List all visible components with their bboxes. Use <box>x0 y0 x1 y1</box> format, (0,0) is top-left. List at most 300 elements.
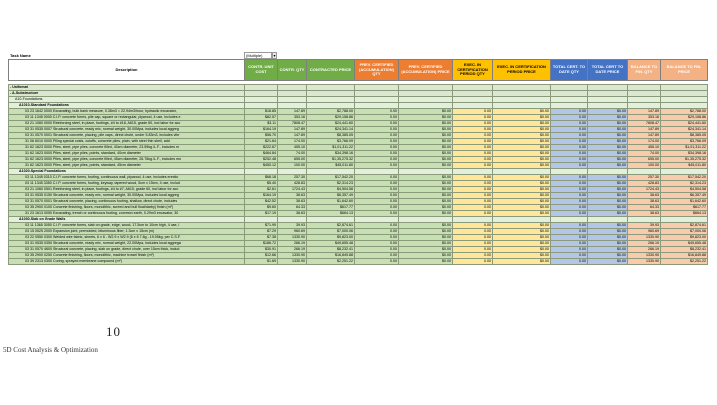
cell-pp: $0.00 <box>399 235 453 241</box>
header-contr-unit-cost: CONTR. UNIT COST <box>245 60 278 81</box>
cell-pp: $0.00 <box>399 115 453 121</box>
cell-uc: $164.19 <box>245 193 278 199</box>
cell-pp: $0.00 <box>399 211 453 217</box>
cell-q: 74.00 <box>278 151 307 157</box>
cell-q: 147.89 <box>278 127 307 133</box>
cell-bp: $24,341.14 <box>661 127 708 133</box>
cell-pq: 0.00 <box>355 115 399 121</box>
cell-ep: $0.00 <box>493 175 551 181</box>
cell-tp: $0.00 <box>588 133 628 139</box>
cell-tp: $0.00 <box>588 235 628 241</box>
header-exec-period-price: EXEC. IN CERTIFICATION PERIOD PRICE <box>493 60 551 81</box>
cell-pq: 0.00 <box>355 187 399 193</box>
cell-cp: $4,504.58 <box>307 187 355 193</box>
cell-bq: 1330.90 <box>628 259 661 265</box>
cell-pp: $0.00 <box>399 223 453 229</box>
cell-tq: 0.00 <box>551 205 588 211</box>
cell-uc: $222.67 <box>245 145 278 151</box>
cell-eq: 0.00 <box>453 229 493 235</box>
cell-uc: $7.29 <box>245 229 278 235</box>
cell-uc: $12.66 <box>245 253 278 259</box>
table-row <box>9 259 708 265</box>
cell-bp: $45,011.80 <box>661 163 708 169</box>
cell-q: 39.93 <box>278 223 307 229</box>
cell-pp: $0.00 <box>399 205 453 211</box>
cell-bp: $49,655.48 <box>661 241 708 247</box>
cell-pp: $0.00 <box>399 187 453 193</box>
cell-ep: $0.00 <box>493 235 551 241</box>
cell-eq: 0.00 <box>453 109 493 115</box>
cell-ep: $0.00 <box>493 115 551 121</box>
task-name-label: Task Name <box>10 53 31 58</box>
cell-bp: $6,357.49 <box>661 193 708 199</box>
cell-bq: 38.63 <box>628 193 661 199</box>
cell-bp: $29,158.86 <box>661 115 708 121</box>
cell-tq: 0.00 <box>551 109 588 115</box>
cell-cp: $45,011.80 <box>307 163 355 169</box>
cell-tp: $0.00 <box>588 247 628 253</box>
cell-pq: 0.00 <box>355 223 399 229</box>
cell-bq: 147.89 <box>628 127 661 133</box>
cell-uc: $71.99 <box>245 223 278 229</box>
cell-tq: 0.00 <box>551 139 588 145</box>
cell-pq: 0.00 <box>355 235 399 241</box>
cell-eq: 0.00 <box>453 151 493 157</box>
cell-q: 257.30 <box>278 175 307 181</box>
cell-pq: 0.00 <box>355 175 399 181</box>
cell-tp: $0.00 <box>588 241 628 247</box>
cell-q: 38.63 <box>278 211 307 217</box>
header-description[interactable]: Description <box>9 60 245 81</box>
cell-cp: $8,232.41 <box>307 247 355 253</box>
cell-pq: 0.00 <box>355 253 399 259</box>
cell-bq: 428.83 <box>628 181 661 187</box>
cell-pp: $0.00 <box>399 253 453 259</box>
filter-dropdown-icon[interactable]: ▾ <box>273 53 276 58</box>
cell-pp: $0.00 <box>399 181 453 187</box>
cell-uc: $1.69 <box>245 259 278 265</box>
description-cell[interactable]: 03 11 1345 3350 C.I.P. concrete forms, footing, keyway, tapered wood, 5cm x 15cm, 4 use, includ <box>9 181 245 187</box>
cell-ep: $0.00 <box>493 187 551 193</box>
cell-pp: $0.00 <box>399 151 453 157</box>
cell-bp: $2,788.00 <box>661 109 708 115</box>
cell-cp: $1,642.60 <box>307 199 355 205</box>
cell-bp: $17,542.20 <box>661 175 708 181</box>
cell-cp: $1,35,275.32 <box>307 157 355 163</box>
cell-bp: $8,385.05 <box>661 133 708 139</box>
cell-tq: 0.00 <box>551 133 588 139</box>
cell-tp: $0.00 <box>588 223 628 229</box>
cell-q: 266.19 <box>278 241 307 247</box>
cell-bq: 100.00 <box>628 163 661 169</box>
cell-ep: $0.00 <box>493 151 551 157</box>
cell-tp: $0.00 <box>588 193 628 199</box>
description-cell[interactable]: 03 31 0570 4600 Structural concrete, placing, slab on grade, direct chute, over 15cm thick, includ <box>9 247 245 253</box>
cell-pq: 0.00 <box>355 181 399 187</box>
cell-q: 353.16 <box>278 115 307 121</box>
cell-tq: 0.00 <box>551 151 588 157</box>
cell-bq: 655.00 <box>628 157 661 163</box>
cell-cp: $2,251.22 <box>307 259 355 265</box>
cell-bq: 174.00 <box>628 139 661 145</box>
cell-pq: 0.00 <box>355 205 399 211</box>
cell-bq: 74.00 <box>628 151 661 157</box>
cell-pp: $0.00 <box>399 247 453 253</box>
cell-bp: $4,504.58 <box>661 187 708 193</box>
cell-bp: $1,35,275.32 <box>661 157 708 163</box>
cell-ep: $0.00 <box>493 259 551 265</box>
cell-tq: 0.00 <box>551 193 588 199</box>
cell-bp: $34,398.16 <box>661 151 708 157</box>
filter-row <box>8 52 707 59</box>
cell-eq: 0.00 <box>453 259 493 265</box>
cell-tp: $0.00 <box>588 205 628 211</box>
cell-q: 428.83 <box>278 181 307 187</box>
cell-pp: $0.00 <box>399 193 453 199</box>
cell-bq: 266.19 <box>628 241 661 247</box>
description-cell: A10-Foundations <box>9 97 245 103</box>
cell-uc: $82.57 <box>245 115 278 121</box>
cell-tq: 0.00 <box>551 241 588 247</box>
cell-uc: $68.18 <box>245 175 278 181</box>
cell-ep: $0.00 <box>493 205 551 211</box>
description-cell[interactable]: 03 31 0535 0007 Structural concrete, ready mix, normal weight, 30.00Mpa, includes local aggreg <box>9 127 245 133</box>
cell-bp: $16,849.88 <box>661 253 708 259</box>
cell-tp: $0.00 <box>588 139 628 145</box>
cell-eq: 0.00 <box>453 253 493 259</box>
header-prev-cert-qty: PREV. CERTIFIED (ACCUMULATION) QTY <box>355 60 399 81</box>
cell-tq: 0.00 <box>551 115 588 121</box>
cell-cp: $2,788.00 <box>307 109 355 115</box>
cell-tq: 0.00 <box>551 229 588 235</box>
cell-eq: 0.00 <box>453 241 493 247</box>
description-cell[interactable]: 03 15 0525 2000 Expansion joint, premolded, bituminous fiber, 1.3cm x 15cm (m) <box>9 229 245 235</box>
page-number: 10 <box>106 324 121 339</box>
description-cell[interactable]: 31 62 1623 0000 Piles, steel, pipe piles, points, standard, 40cm diameter <box>9 151 245 157</box>
cell-pq: 0.00 <box>355 193 399 199</box>
cell-tp: $0.00 <box>588 163 628 169</box>
cell-bq: 1724.43 <box>628 187 661 193</box>
cell-pp: $0.00 <box>399 175 453 181</box>
cell-pq: 0.00 <box>355 163 399 169</box>
cell-bq: 353.16 <box>628 115 661 121</box>
cell-bp: $2,874.61 <box>661 223 708 229</box>
cell-tq: 0.00 <box>551 259 588 265</box>
cell-uc: $3.11 <box>245 121 278 127</box>
cell-cp: $664.13 <box>307 211 355 217</box>
cell-tq: 0.00 <box>551 163 588 169</box>
cell-eq: 0.00 <box>453 175 493 181</box>
description-cell[interactable]: 03 11 1365 3050 C.I.P. concrete forms, slab on grade, edge, wood, 17.5cm to 10cm high, 4 use, i <box>9 223 245 229</box>
description-cell[interactable]: 03 11 1345 0310 C.I.P. concrete forms, footing, continuous wall, plywood, 4 use, includes erectio <box>9 175 245 181</box>
cell-pq: 0.00 <box>355 139 399 145</box>
cell-bp: $1,01,311.22 <box>661 145 708 151</box>
cell-bq: 38.63 <box>628 211 661 217</box>
header-balance-price: BALANCE TO FIN. PRICE <box>661 60 708 81</box>
cell-q: 1724.43 <box>278 187 307 193</box>
cell-pq: 0.00 <box>355 199 399 205</box>
cell-tq: 0.00 <box>551 187 588 193</box>
cell-uc: $30.91 <box>245 247 278 253</box>
cell-cp: $16,849.88 <box>307 253 355 259</box>
cell-eq: 0.00 <box>453 157 493 163</box>
cell-q: 174.00 <box>278 139 307 145</box>
cell-cp: $9,823.00 <box>307 235 355 241</box>
cell-pq: 0.00 <box>355 127 399 133</box>
cell-cp: $8,385.05 <box>307 133 355 139</box>
cell-eq: 0.00 <box>453 223 493 229</box>
description-cell[interactable]: 03 22 0550 0300 Welded wire fabric, sheets, 6 x 6 - W2.9 x W2.9 (6 x 6 7.8g - 19.05kg. per C.S.F. <box>9 235 245 241</box>
cell-pq: 0.00 <box>355 109 399 115</box>
cell-uc: $164.19 <box>245 127 278 133</box>
cell-tp: $0.00 <box>588 115 628 121</box>
cell-bq: 147.89 <box>628 109 661 115</box>
description-cell[interactable]: 03 39 2313 0300 Curing, sprayed membrane compound (m²) <box>9 259 245 265</box>
cell-eq: 0.00 <box>453 247 493 253</box>
cell-tp: $0.00 <box>588 211 628 217</box>
description-cell[interactable]: 31 62 1623 0000 Piles, steel, pipe piles, concrete filled, 40cm diameter, 23.59kg./L.F., includes m <box>9 145 245 151</box>
cell-eq: 0.00 <box>453 199 493 205</box>
cell-tp: $0.00 <box>588 187 628 193</box>
cell-pp: $0.00 <box>399 199 453 205</box>
description-cell: A1030-Slab on Grade Walls <box>9 217 245 223</box>
cell-eq: 0.00 <box>453 121 493 127</box>
description-cell[interactable]: 31 62 1623 0000 Piles, steel, pipe piles, points, standard, 45cm diameter <box>9 163 245 169</box>
cell-uc: $42.52 <box>245 199 278 205</box>
cell-ep: $0.00 <box>493 133 551 139</box>
cell-ep: $0.00 <box>493 241 551 247</box>
cell-ep: $0.00 <box>493 157 551 163</box>
footer-title: 5D Cost Analysis & Optimization <box>3 346 98 354</box>
cell-q: 1330.90 <box>278 235 307 241</box>
header-contracted-price: CONTRACTED PRICE <box>307 60 355 81</box>
cell-bq: 960.69 <box>628 229 661 235</box>
description-cell[interactable]: 03 11 1345 0000 C.I.P. concrete forms, pile cap, square or rectangular, plywood, 4 use, includes e <box>9 115 245 121</box>
cell-eq: 0.00 <box>453 205 493 211</box>
cell-pp: $0.00 <box>399 157 453 163</box>
cell-ep: $0.00 <box>493 139 551 145</box>
cell-eq: 0.00 <box>453 127 493 133</box>
description-cell: - A-Substructure <box>9 91 245 97</box>
cell-ep: $0.00 <box>493 163 551 169</box>
cell-ep: $0.00 <box>493 145 551 151</box>
cell-cp: $17,542.20 <box>307 175 355 181</box>
cell-tp: $0.00 <box>588 121 628 127</box>
cell-uc: $252.48 <box>245 157 278 163</box>
cell-uc: $2.61 <box>245 187 278 193</box>
cell-pp: $0.00 <box>399 127 453 133</box>
cell-ep: $0.00 <box>493 253 551 259</box>
description-cell: - Unifomat <box>9 85 245 91</box>
cell-q: 1330.90 <box>278 259 307 265</box>
cell-q: 147.89 <box>278 133 307 139</box>
cell-eq: 0.00 <box>453 193 493 199</box>
description-cell[interactable]: 31 06 6010 0000 Piling special costs, cutoffs, concrete piles, plain, with steel thin shell, add <box>9 139 245 145</box>
cell-eq: 0.00 <box>453 133 493 139</box>
cell-uc: $7.38 <box>245 235 278 241</box>
description-cell[interactable]: 03 35 2900 0250 Concrete finishing, floors, monolithic, machine trowel finish (m²) <box>9 253 245 259</box>
cell-ep: $0.00 <box>493 109 551 115</box>
cell-cp: $3,766.09 <box>307 139 355 145</box>
cell-ep: $0.00 <box>493 247 551 253</box>
cell-bp: $24,441.60 <box>661 121 708 127</box>
cell-eq: 0.00 <box>453 145 493 151</box>
cell-bq: 257.30 <box>628 175 661 181</box>
cell-pq: 0.00 <box>355 247 399 253</box>
cell-cp: $2,874.61 <box>307 223 355 229</box>
cell-q: 147.89 <box>278 109 307 115</box>
cell-q: 100.00 <box>278 163 307 169</box>
cell-bq: 1330.90 <box>628 253 661 259</box>
description-cell[interactable]: 31 23 1613 0050 Excavating, trench or continuous footing, common earth, 0.29m3 excavator, 30 <box>9 211 245 217</box>
cell-pp: $0.00 <box>399 163 453 169</box>
cell-pp: $0.00 <box>399 145 453 151</box>
cell-ep: $0.00 <box>493 127 551 133</box>
cell-tp: $0.00 <box>588 181 628 187</box>
cell-pq: 0.00 <box>355 241 399 247</box>
cell-cp: $49,655.48 <box>307 241 355 247</box>
cell-cp: $34,398.16 <box>307 151 355 157</box>
cell-tq: 0.00 <box>551 211 588 217</box>
cell-pq: 0.00 <box>355 133 399 139</box>
cell-uc: $56.70 <box>245 133 278 139</box>
description-cell[interactable]: 03 21 1060 0501 Reinforcing steel, in place, footings, #4 to #7, A615, grade 60, incl labor for acc <box>9 187 245 193</box>
cell-cp: $1,01,311.22 <box>307 145 355 151</box>
cell-tp: $0.00 <box>588 157 628 163</box>
cell-q: 1330.90 <box>278 253 307 259</box>
cell-bq: 266.19 <box>628 247 661 253</box>
cell-uc: $9.60 <box>245 205 278 211</box>
cell-cp: $24,441.60 <box>307 121 355 127</box>
cell-tp: $0.00 <box>588 253 628 259</box>
cell-ep: $0.00 <box>493 229 551 235</box>
cell-pp: $0.00 <box>399 109 453 115</box>
cell-tq: 0.00 <box>551 235 588 241</box>
cell-tq: 0.00 <box>551 127 588 133</box>
cell-pp: $0.00 <box>399 229 453 235</box>
description-cell: A1010-Standard Foundations <box>9 103 245 109</box>
cell-tq: 0.00 <box>551 121 588 127</box>
cell-tq: 0.00 <box>551 157 588 163</box>
description-cell[interactable]: 03 31 0570 0001 Structural concrete, placing, continuous footing, shallow, direct chute, includes <box>9 199 245 205</box>
cell-q: 266.19 <box>278 247 307 253</box>
cell-uc: $186.72 <box>245 241 278 247</box>
cell-pq: 0.00 <box>355 259 399 265</box>
cell-eq: 0.00 <box>453 187 493 193</box>
description-cell[interactable]: 03 31 0570 0001 Structural concrete, placing, pile caps, direct chute, under 5.83m3, includes vibr <box>9 133 245 139</box>
cell-bp: $2,251.22 <box>661 259 708 265</box>
cell-pp: $0.00 <box>399 259 453 265</box>
description-cell[interactable]: 31 62 1623 0000 Piles, steel, pipe piles, concrete filled, 45cm diameter, 26.76kg./L.F., includes mo <box>9 157 245 163</box>
cell-tq: 0.00 <box>551 247 588 253</box>
description-cell[interactable]: 03 21 1060 0000 Reinforcing steel, in place, footings, #4 to #18, A615, grade 60, incl labor for acc <box>9 121 245 127</box>
cell-tq: 0.00 <box>551 253 588 259</box>
cell-pq: 0.00 <box>355 211 399 217</box>
header-contr-qty: CONTR. QTY <box>278 60 307 81</box>
cost-table <box>8 59 708 265</box>
table-body <box>9 81 708 265</box>
cell-ep: $0.00 <box>493 199 551 205</box>
description-cell: A1020-Special Foundations <box>9 169 245 175</box>
cell-pq: 0.00 <box>355 157 399 163</box>
cell-q: 38.63 <box>278 199 307 205</box>
cell-pp: $0.00 <box>399 121 453 127</box>
cell-q: 455.10 <box>278 145 307 151</box>
cell-uc: $18.85 <box>245 109 278 115</box>
cell-tq: 0.00 <box>551 199 588 205</box>
cell-tp: $0.00 <box>588 175 628 181</box>
cell-eq: 0.00 <box>453 235 493 241</box>
cell-bq: 455.10 <box>628 145 661 151</box>
cell-ep: $0.00 <box>493 223 551 229</box>
cell-uc: $21.64 <box>245 139 278 145</box>
cell-tp: $0.00 <box>588 229 628 235</box>
cell-bq: 38.63 <box>628 199 661 205</box>
cell-q: 64.33 <box>278 205 307 211</box>
cell-uc: $464.84 <box>245 151 278 157</box>
cell-bq: 1330.90 <box>628 235 661 241</box>
cell-bp: $664.13 <box>661 211 708 217</box>
cell-eq: 0.00 <box>453 181 493 187</box>
description-cell[interactable]: 03 23 1642 0000 Excavating, bulk bank measure, 0.38m3 = 22.94m3/hour, hydraulic excavator, <box>9 109 245 115</box>
description-cell[interactable]: 03 31 0535 0150 Structural concrete, ready mix, normal weight, 30.00Mpa, includes local aggreg <box>9 193 245 199</box>
cell-pq: 0.00 <box>355 145 399 151</box>
cell-bp: $1,642.60 <box>661 199 708 205</box>
cell-tp: $0.00 <box>588 199 628 205</box>
cell-bq: 64.33 <box>628 205 661 211</box>
cell-eq: 0.00 <box>453 163 493 169</box>
cell-ep: $0.00 <box>493 211 551 217</box>
cell-tq: 0.00 <box>551 145 588 151</box>
cell-bp: $3,766.09 <box>661 139 708 145</box>
cell-eq: 0.00 <box>453 139 493 145</box>
cell-eq: 0.00 <box>453 115 493 121</box>
cell-pp: $0.00 <box>399 241 453 247</box>
cell-tq: 0.00 <box>551 175 588 181</box>
cell-bq: 39.93 <box>628 223 661 229</box>
cell-cp: $617.77 <box>307 205 355 211</box>
header-prev-cert-price: PREV. CERTIFIED (ACCUMULATION) PRICE <box>399 60 453 81</box>
cell-uc: $450.12 <box>245 163 278 169</box>
cell-bp: $7,000.06 <box>661 229 708 235</box>
description-cell[interactable]: 03 35 2900 0100 Concrete finishing, floors, monolithic, screed and bull float/darby) finish (m²) <box>9 205 245 211</box>
cell-pq: 0.00 <box>355 229 399 235</box>
cell-ep: $0.00 <box>493 121 551 127</box>
cell-tp: $0.00 <box>588 127 628 133</box>
header-exec-period-qty: EXEC. IN CERTIFICATION PERIOD QTY <box>453 60 493 81</box>
spreadsheet <box>8 52 707 265</box>
cell-ep: $0.00 <box>493 181 551 187</box>
cell-bp: $9,823.00 <box>661 235 708 241</box>
description-cell[interactable]: 03 31 0535 0350 Structural concrete, ready mix, normal weight, 22.00Mpa, includes local aggrega <box>9 241 245 247</box>
cell-pq: 0.00 <box>355 151 399 157</box>
task-name-filter[interactable]: (Multiple) <box>244 52 272 59</box>
cell-cp: $7,000.06 <box>307 229 355 235</box>
cell-pq: 0.00 <box>355 121 399 127</box>
cell-tp: $0.00 <box>588 151 628 157</box>
header-balance-qty: BALANCE TO FIN. QTY <box>628 60 661 81</box>
cell-q: 7808.47 <box>278 121 307 127</box>
header-total-cert-price: TOTAL CERT TO DATE PRICE <box>588 60 628 81</box>
cell-bq: 147.89 <box>628 133 661 139</box>
cell-cp: $6,357.49 <box>307 193 355 199</box>
cell-tq: 0.00 <box>551 223 588 229</box>
cell-uc: $5.40 <box>245 181 278 187</box>
cell-pp: $0.00 <box>399 139 453 145</box>
cell-bp: $8,232.41 <box>661 247 708 253</box>
cell-tp: $0.00 <box>588 259 628 265</box>
cell-bq: 7808.47 <box>628 121 661 127</box>
